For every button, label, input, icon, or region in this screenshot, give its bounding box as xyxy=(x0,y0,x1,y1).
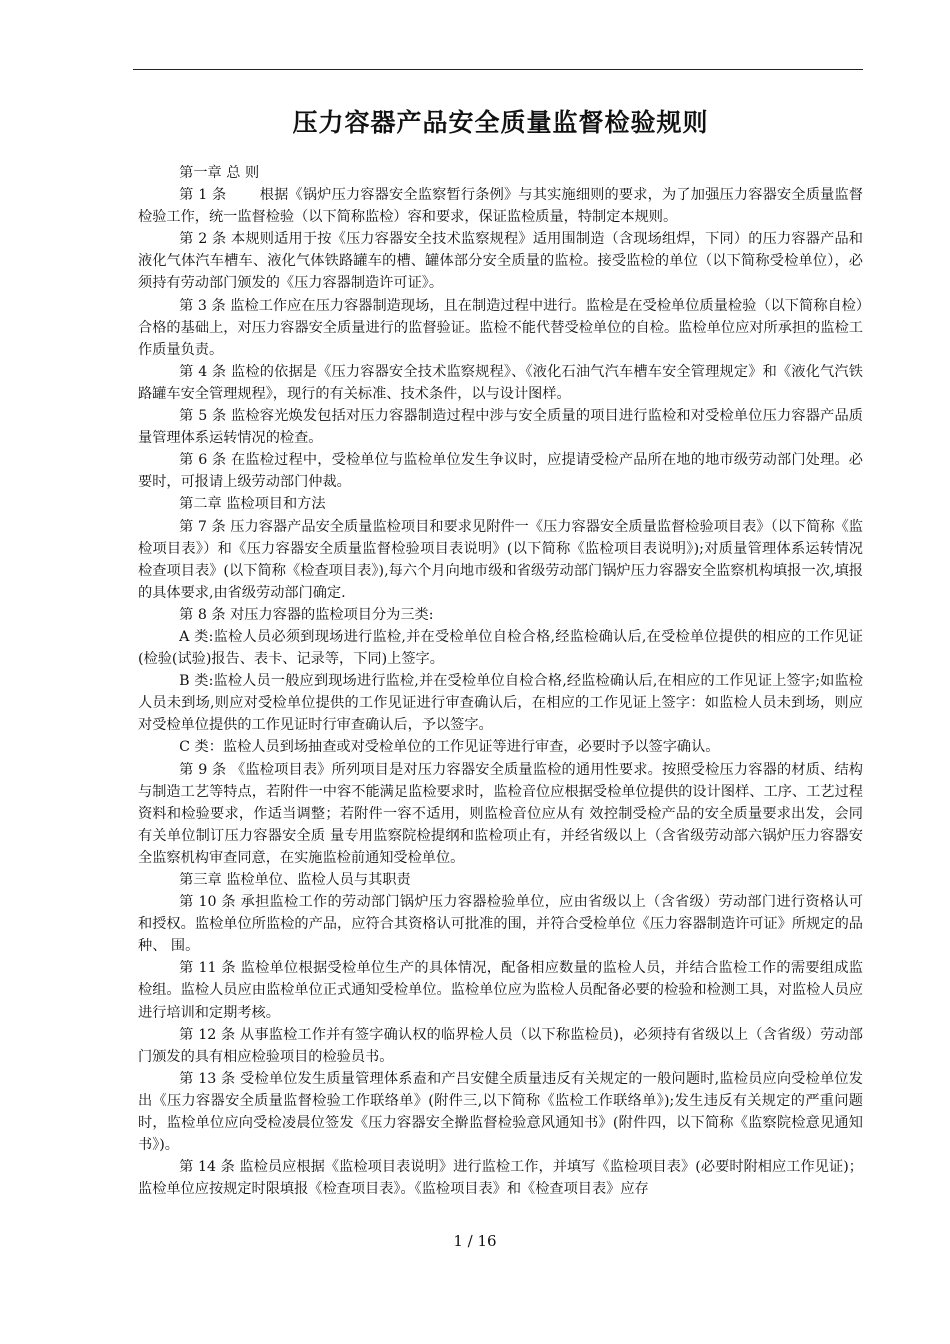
article-paragraph: 第 11 条 监检单位根据受检单位生产的具体情况，配备相应数量的监检人员，并结合监检工作的需要组成监检组。监检人员应由监检单位正式通知受检单位。监检单位应为监检人员配备必要的检验和检测工具，对监检人员应进行培训和定期考核。 xyxy=(138,960,863,1021)
article-paragraph: 第 6 条 在监检过程中，受检单位与监检单位发生争议时，应提请受检产品所在地的地市级劳动部门处理。必要时，可报请上级劳动部门仲裁。 xyxy=(138,452,863,491)
article-paragraph: 第 7 条 压力容器产品安全质量监检项目和要求见附件一《压力容器安全质量监督检验项目表》（以下简称《监检项目表》）和《压力容器安全质量监督检验项目表说明》(以下简称《监检项目表说明》);对质量管理体系运转情况检查项目表》(以下简称《检查项目表》),每六个月向地市级和省级劳动部门锅炉压力容器安全监察机构填报一次,填报的具体要求,由省级劳动部门确定. xyxy=(138,518,863,601)
chapter-heading: 第二章 监检项目和方法 xyxy=(179,496,326,513)
article-paragraph: 第 13 条 受检单位发生质量管理体系盍和产吕安健全质量违反有关规定的一般问题时,监检员应向受检单位发出《压力容器安全质量监督检验工作联络单》(附件三,以下简称《监检工作联络单》);发生违反有关规定的严重问题时，监检单位应向受检凌晨位签发《压力容器安全擀监督检验意风通知书》(附件四，以下简称《监察院检意见通知书》)。 xyxy=(138,1070,863,1154)
chapter-heading: 第三章 监检单位、监检人员与其职责 xyxy=(179,872,411,888)
article-paragraph: 第 2 条 本规则适用于按《压力容器安全技术监察规程》适用围制造（含现场组焊，下同）的压力容器产品和液化气体汽车槽车、液化气体铁路罐车的槽、罐体部分安全质量的监检。接受监检的单位（以下简称受检单位），必须持有劳动部门颁发的《压力容器制造许可证》。 xyxy=(138,231,863,292)
article-paragraph: 第 3 条 监检工作应在压力容器制造现场，且在制造过程中进行。监检是在受检单位质量检验（以下简称自检）合格的基础上，对压力容器安全质量进行的监督验证。监检不能代替受检单位的自检。监检单位应对所承担的监检工作质量负责。 xyxy=(138,297,863,358)
article-paragraph: 第 4 条 监检的依据是《压力容器安全技术监察规程》、《液化石油气汽车槽车安全管理规定》和《液化气汽铁路罐车安全管理规程》，现行的有关标准、技术条件，以与设计图样。 xyxy=(138,363,863,402)
article-paragraph: 第 10 条 承担监检工作的劳动部门锅炉压力容器检验单位，应由省级以上（含省级）劳动部门进行资格认可和授权。监检单位所监检的产品，应符合其资格认可批准的围，并符合受检单位《压力容器制造许可证》所规定的品种、 围。 xyxy=(138,894,863,955)
chapter-heading: 第一章 总 则 xyxy=(179,165,260,181)
document-title: 压力容器产品安全质量监督检验规则 xyxy=(292,108,709,137)
article-paragraph: 第 1 条 根据《锅炉压力容器安全监察暂行条例》与其实施细则的要求，为了加强压力容器安全质量监督检验工作，统一监督检验（以下简称监检）容和要求，保证监检质量，特制定本规则。 xyxy=(138,187,863,226)
article-paragraph: 第 5 条 监检容光焕发包括对压力容器制造过程中涉与安全质量的项目进行监检和对受检单位压力容器产品质量管理体系运转情况的检查。 xyxy=(138,408,863,447)
article-paragraph: A 类:监检人员必须到现场进行监检,并在受检单位自检合格,经监检确认后,在受检单位提供的相应的工作见证(检验(试验)报告、表卡、记录等，下同)上签字。 xyxy=(138,628,863,668)
article-paragraph: B 类:监检人员一般应到现场进行监检,并在受检单位自检合格,经监检确认后,在相应的工作见证上签字;如监检人员未到场,则应对受检单位提供的工作见证进行审查确认后，在相应的工作见证上签字：如监检人员未到场，则应对受检单位提供的工作见证时行审查确认后，予以签字。 xyxy=(138,673,863,734)
article-paragraph: 第 8 条 对压力容器的监检项目分为三类: xyxy=(179,606,434,623)
page-number: 1 / 16 xyxy=(453,1232,497,1250)
article-paragraph: 第 14 条 监检员应根据《监检项目表说明》进行监检工作，并填写《监检项目表》(必要时附相应工作见证)；监检单位应按规定时限填报《检查项目表》。《监检项目表》和《检查项目表》应存 xyxy=(138,1159,863,1198)
header-rule xyxy=(133,69,863,70)
article-paragraph: 第 12 条 从事监检工作并有签字确认权的临界检人员（以下称监检员)，必须持有省级以上（含省级）劳动部门颁发的具有相应检验项目的检验员书。 xyxy=(138,1026,863,1065)
document-body xyxy=(138,162,863,1200)
article-paragraph: 第 9 条 《监检项目表》所列项目是对压力容器安全质量监检的通用性要求。按照受检压力容器的材质、结构与制造工艺等特点，若附件一中容不能满足监检要求时，监检音位应根据受检单位提供的设计图样、工序、工艺过程 资料和检验要求，作适当调整；若附件一容不适用，则监检音位应从有 效控制受检产品的安全质量要求出发，会同有关单位制订压力容器安全质 量专用监察院检提纲和监检项止有，并经省级以上（含省级劳动部六锅炉压力容器安全监察机构审查同意，在实施监检前通知受检单位。 xyxy=(138,761,863,866)
article-paragraph: C 类：监检人员到场抽查或对受检单位的工作见证等进行审查，必要时予以签字确认。 xyxy=(179,739,720,756)
